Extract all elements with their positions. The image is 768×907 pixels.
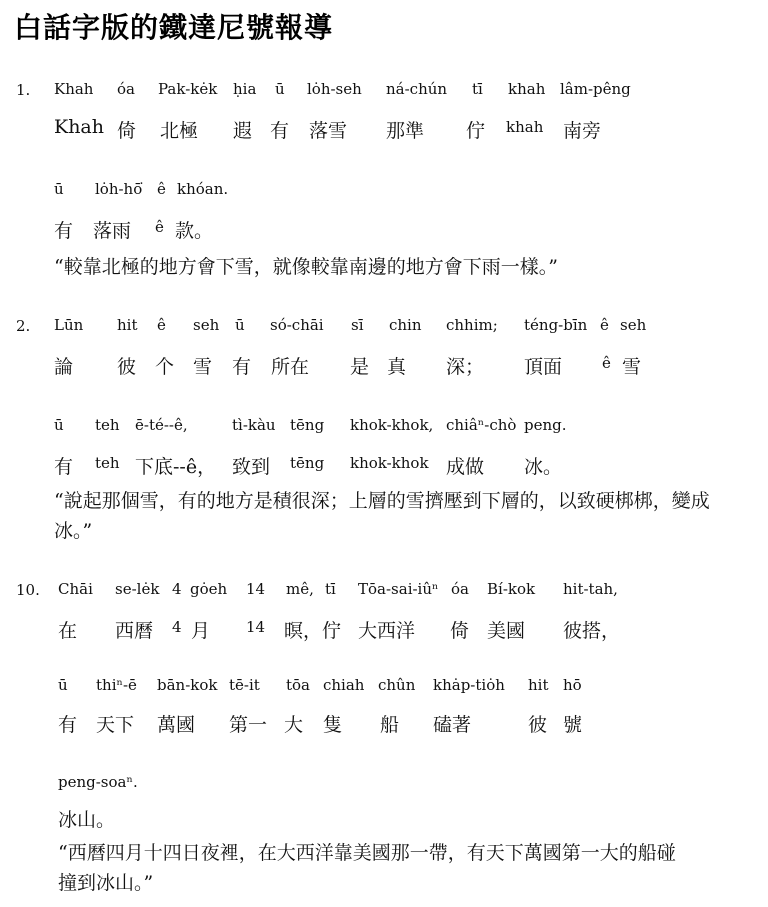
word: Khah: [54, 80, 94, 98]
word: Chāi: [58, 580, 93, 598]
word: téng-bīn: [524, 316, 588, 334]
word: 在: [58, 620, 78, 642]
word: chin: [389, 316, 422, 334]
word: chiah: [323, 676, 365, 694]
word: bān-kok: [157, 676, 218, 694]
word: 有: [54, 456, 74, 478]
word: hit: [117, 316, 138, 334]
word: 下底--ê，: [135, 456, 217, 478]
word: 彼: [528, 714, 548, 736]
word: hō: [563, 676, 582, 694]
word: 14: [246, 618, 266, 636]
word: khóan.: [177, 180, 229, 198]
word: 彼搭，: [563, 620, 621, 642]
word: gȯeh: [190, 580, 228, 598]
word: 是: [350, 356, 370, 378]
word: hit: [528, 676, 549, 694]
word: 款。: [175, 220, 214, 242]
word: 頂面: [524, 356, 563, 378]
word: 成做: [446, 456, 485, 478]
word: 船: [380, 714, 400, 736]
word: lȯh-hō͘: [95, 180, 143, 198]
word: 深；: [446, 356, 485, 378]
item-number: 2.: [16, 317, 31, 335]
word: 月: [191, 620, 211, 642]
word: 真: [387, 356, 407, 378]
word: 有: [54, 220, 74, 242]
word: 那準: [386, 120, 425, 142]
word: 大: [284, 714, 304, 736]
word: khok-khok,: [350, 416, 434, 434]
word: 隻: [323, 714, 343, 736]
translation: “說起那個雪，有的地方是積很深；上層的雪擠壓到下層的，以致硬梆梆，變成冰。”: [54, 490, 710, 542]
word: 落雪: [309, 120, 348, 142]
word: 个: [155, 356, 175, 378]
page-title: 白話字版的鐵達尼號報導: [14, 11, 334, 44]
word: 彼: [117, 356, 137, 378]
word: 西曆: [115, 620, 154, 642]
word: seh: [620, 316, 647, 334]
word: teh: [95, 454, 120, 472]
word: 暝，佇: [284, 620, 342, 642]
word: khah: [506, 118, 544, 136]
word: peng.: [524, 416, 567, 434]
word: 倚: [117, 120, 137, 142]
word: só-chāi: [270, 316, 324, 334]
word: ū: [54, 180, 64, 198]
word: tēng: [290, 454, 325, 472]
word: sī: [351, 316, 364, 334]
word: tēng: [290, 416, 325, 434]
item-number: 1.: [16, 81, 31, 99]
word: tōa: [286, 676, 311, 694]
word: 磕著: [433, 714, 472, 736]
word: ū: [275, 80, 285, 98]
translation: “較靠北極的地方會下雪，就像較靠南邊的地方會下雨一樣。”: [54, 256, 558, 278]
word: tī: [325, 580, 336, 598]
word: tī: [472, 80, 483, 98]
word: peng-soaⁿ.: [58, 773, 138, 791]
word: ê: [600, 316, 609, 334]
word: ê: [155, 218, 164, 236]
word: ê: [157, 316, 166, 334]
word: 萬國: [157, 714, 196, 736]
word: thiⁿ-ē: [96, 676, 137, 694]
word: 倚: [450, 620, 470, 642]
word: 4: [172, 580, 182, 598]
word: ū: [54, 416, 64, 434]
word: teh: [95, 416, 120, 434]
word: 美國: [487, 620, 526, 642]
word: 大西洋: [358, 620, 416, 642]
word: Bí-kok: [487, 580, 536, 598]
word: se-lėk: [115, 580, 160, 598]
word: 第一: [229, 714, 268, 736]
word: Khah: [54, 116, 104, 138]
word: 北極: [160, 120, 199, 142]
word: Tōa-sai-iûⁿ: [358, 580, 439, 598]
word: ê: [157, 180, 166, 198]
word: tē-it: [229, 676, 260, 694]
word: Pak-kėk: [158, 80, 218, 98]
word: ē-té--ê,: [135, 416, 188, 434]
word: 落雨: [93, 220, 132, 242]
word: 論: [54, 356, 74, 378]
word: khȧp-tiȯh: [433, 676, 505, 694]
word: ná-chún: [386, 80, 448, 98]
word: ū: [235, 316, 245, 334]
word: chiâⁿ-chò: [446, 416, 517, 434]
word: ḥia: [233, 80, 257, 98]
word: lȯh-seh: [307, 80, 362, 98]
item-number: 10.: [16, 581, 40, 599]
word: 冰山。: [58, 809, 116, 831]
word: Lūn: [54, 316, 84, 334]
word: 有: [232, 356, 252, 378]
word: 有: [58, 714, 78, 736]
word: 遐: [233, 120, 253, 142]
word: 致到: [232, 456, 271, 478]
translation: “西曆四月十四日夜裡，在大西洋靠美國那一帶，有天下萬國第一大的船碰撞到冰山。”: [58, 842, 676, 894]
word: hit-tah,: [563, 580, 618, 598]
word: óa: [117, 80, 135, 98]
word: mê,: [286, 580, 314, 598]
word: 佇: [466, 120, 486, 142]
word: 號: [563, 714, 583, 736]
word: lâm-pêng: [560, 80, 631, 98]
word: ê: [602, 354, 611, 372]
word: khok-khok: [350, 454, 429, 472]
word: 所在: [271, 356, 310, 378]
word: 雪: [193, 356, 213, 378]
word: 4: [172, 618, 182, 636]
word: ū: [58, 676, 68, 694]
word: 14: [246, 580, 266, 598]
word: khah: [508, 80, 546, 98]
word: óa: [451, 580, 469, 598]
word: chhim;: [446, 316, 498, 334]
word: 天下: [96, 714, 135, 736]
word: 冰。: [524, 456, 563, 478]
word: chûn: [378, 676, 416, 694]
word: tì-kàu: [232, 416, 276, 434]
word: seh: [193, 316, 220, 334]
word: 南旁: [563, 120, 602, 142]
word: 有: [270, 120, 290, 142]
word: 雪: [622, 356, 642, 378]
